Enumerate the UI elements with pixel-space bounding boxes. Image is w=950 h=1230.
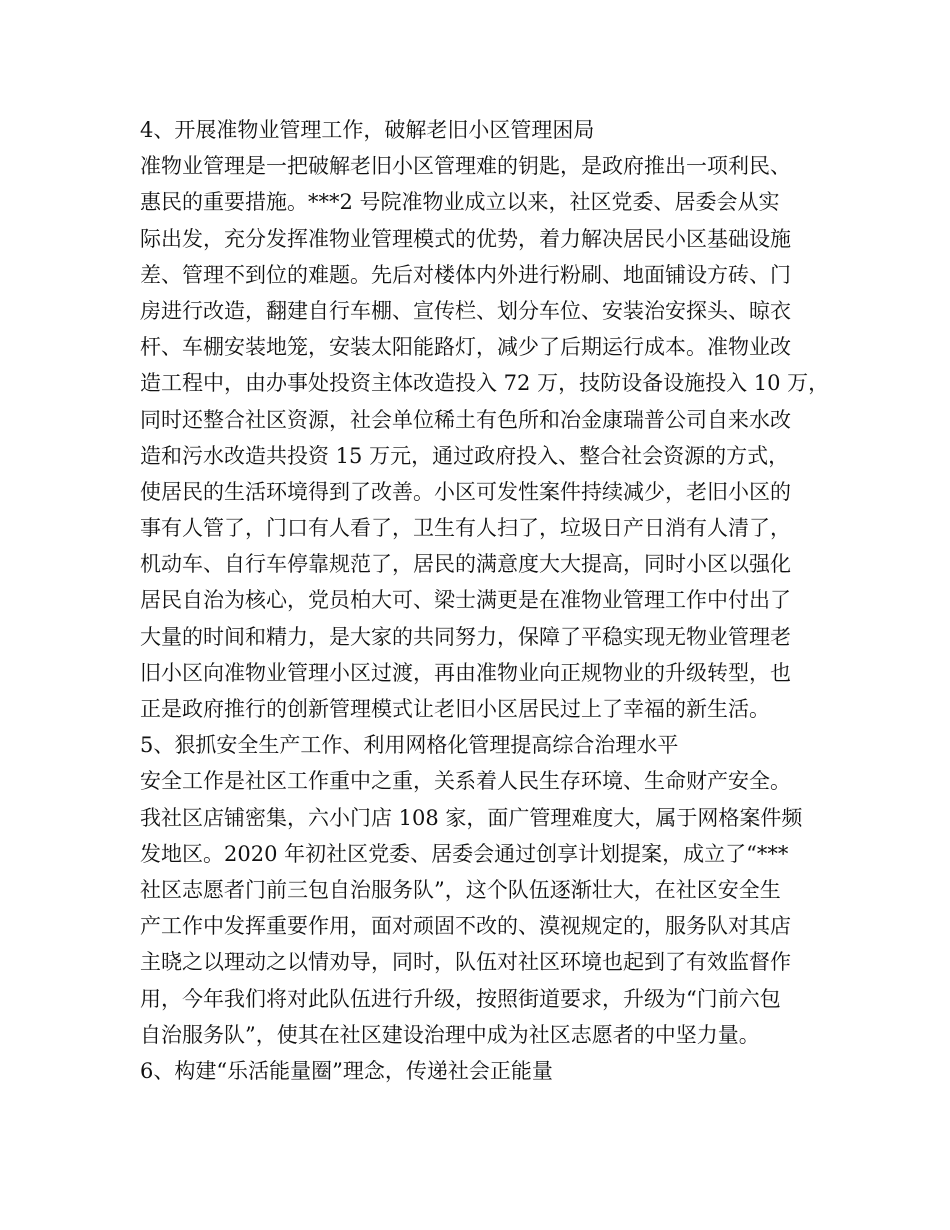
paragraph-line: 差、管理不到位的难题。先后对楼体内外进行粉刷、地面铺设方砖、门 [140,262,791,287]
paragraph-line: 发地区。2020 年初社区党委、居委会通过创享计划提案，成立了“*** [140,841,789,866]
paragraph-line: 主晓之以理动之以情劝导，同时，队伍对社区环境也起到了有效监督作 [140,950,791,975]
paragraph-line: 社区志愿者门前三包自治服务队”，这个队伍逐渐壮大，在社区安全生 [140,877,781,902]
paragraph-line: 旧小区向准物业管理小区过渡，再由准物业向正规物业的升级转型，也 [140,660,791,685]
paragraph-line: 同时还整合社区资源，社会单位稀土有色所和冶金康瑞普公司自来水改 [140,407,791,432]
paragraph-line: 造工程中，由办事处投资主体改造投入 72 万，技防设备设施投入 10 万， [140,371,830,396]
paragraph-line: 事有人管了，门口有人看了，卫生有人扫了，垃圾日产日消有人清了， [140,516,791,541]
paragraph-line: 房进行改造，翻建自行车棚、宣传栏、划分车位、安装治安探头、晾衣 [140,298,791,323]
paragraph-line: 居民自治为核心，党员柏大可、梁士满更是在准物业管理工作中付出了 [140,588,791,613]
paragraph-line: 惠民的重要措施。***2 号院准物业成立以来，社区党委、居委会从实 [140,190,780,215]
section-heading-6: 6、构建“乐活能量圈”理念，传递社会正能量 [140,1058,553,1083]
section-heading-4: 4、开展准物业管理工作，破解老旧小区管理困局 [140,118,595,142]
paragraph-line: 我社区店铺密集，六小门店 108 家，面广管理难度大，属于网格案件频 [140,805,803,830]
paragraph-line: 安全工作是社区工作重中之重，关系着人民生存环境、生命财产安全。 [140,769,791,794]
paragraph-line: 大量的时间和精力，是大家的共同努力，保障了平稳实现无物业管理老 [140,624,791,649]
paragraph-line: 准物业管理是一把破解老旧小区管理难的钥匙，是政府推出一项利民、 [140,154,791,179]
paragraph-line: 自治服务队”，使其在社区建设治理中成为社区志愿者的中坚力量。 [140,1022,760,1047]
document-page [140,112,830,1089]
paragraph-line: 际出发，充分发挥准物业管理模式的优势，着力解决居民小区基础设施 [140,226,791,251]
section-heading-5: 5、狠抓安全生产工作、利用网格化管理提高综合治理水平 [140,733,679,758]
paragraph-line: 用，今年我们将对此队伍进行升级，按照街道要求，升级为“门前六包 [140,986,781,1011]
paragraph-line: 产工作中发挥重要作用，面对顽固不改的、漠视规定的，服务队对其店 [140,914,791,939]
paragraph-line: 正是政府推行的创新管理模式让老旧小区居民过上了幸福的新生活。 [140,697,770,721]
paragraph-line: 造和污水改造共投资 15 万元，通过政府投入、整合社会资源的方式， [140,443,790,468]
paragraph-line: 杆、车棚安装地笼，安装太阳能路灯，减少了后期运行成本。准物业改 [140,335,791,360]
paragraph-line: 使居民的生活环境得到了改善。小区可发性案件持续减少，老旧小区的 [140,479,791,504]
paragraph-line: 机动车、自行车停靠规范了，居民的满意度大大提高，同时小区以强化 [140,552,791,577]
